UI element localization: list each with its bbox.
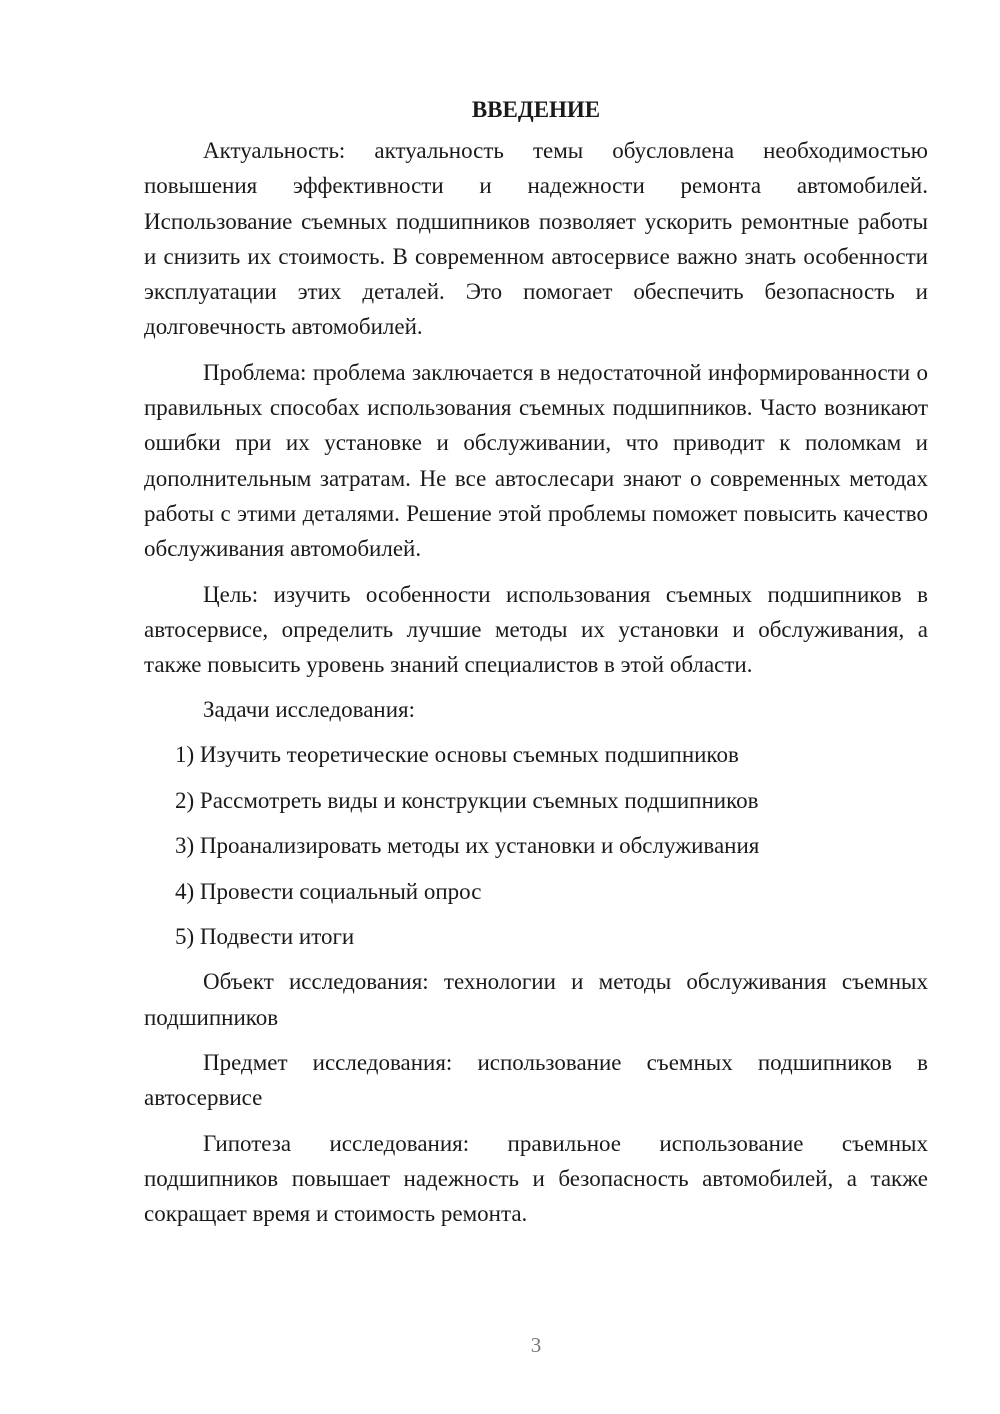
task-item-3: 3) Проанализировать методы их установки и обслуживания bbox=[175, 833, 760, 859]
subject-paragraph: Предмет исследования: использование съемных подшипников в автосервисе bbox=[144, 1050, 928, 1111]
tasks-heading: Задачи исследования: bbox=[203, 697, 416, 723]
task-item-2: 2) Рассмотреть виды и конструкции съемных подшипников bbox=[175, 787, 759, 813]
object-paragraph: Объект исследования: технологии и методы обслуживания съемных подшипников bbox=[144, 969, 928, 1030]
task-item-4: 4) Провести социальный опрос bbox=[175, 878, 482, 904]
hypothesis-paragraph: Гипотеза исследования: правильное использование съемных подшипников повышает надежность и безопасность автомобилей, а также сокращает время и стоимость ремонта. bbox=[144, 1130, 928, 1227]
section-title: ВВЕДЕНИЕ bbox=[471, 97, 601, 122]
goal-paragraph: Цель: изучить особенности использования съемных подшипников в автосервисе, определить лучшие методы их установки и обслуживания, а также повысить уровень знаний специалистов в этой области. bbox=[144, 581, 928, 678]
page-number: 3 bbox=[530, 1333, 542, 1357]
task-item-5: 5) Подвести итоги bbox=[175, 924, 355, 950]
task-item-1: 1) Изучить теоретические основы съемных подшипников bbox=[175, 742, 739, 768]
page-content bbox=[144, 92, 928, 1241]
problem-paragraph: Проблема: проблема заключается в недостаточной информированности о правильных способах использования съемных подшипников. Часто возникают ошибки при их установке и обслуживании, что приводит к поломкам и дополнительным затратам. Не все автослесари знают о современных методах работы с этими деталями. Решение этой проблемы поможет повысить качество обслуживания автомобилей. bbox=[144, 359, 928, 562]
relevance-paragraph: Актуальность: актуальность темы обусловлена необходимостью повышения эффективности и надежности ремонта автомобилей. Использование съемных подшипников позволяет ускорить ремонтные работы и снизить их стоимость. В современном автосервисе важно знать особенности эксплуатации этих деталей. Это помогает обеспечить безопасность и долговечность автомобилей. bbox=[144, 138, 928, 340]
tasks-list bbox=[144, 737, 928, 954]
